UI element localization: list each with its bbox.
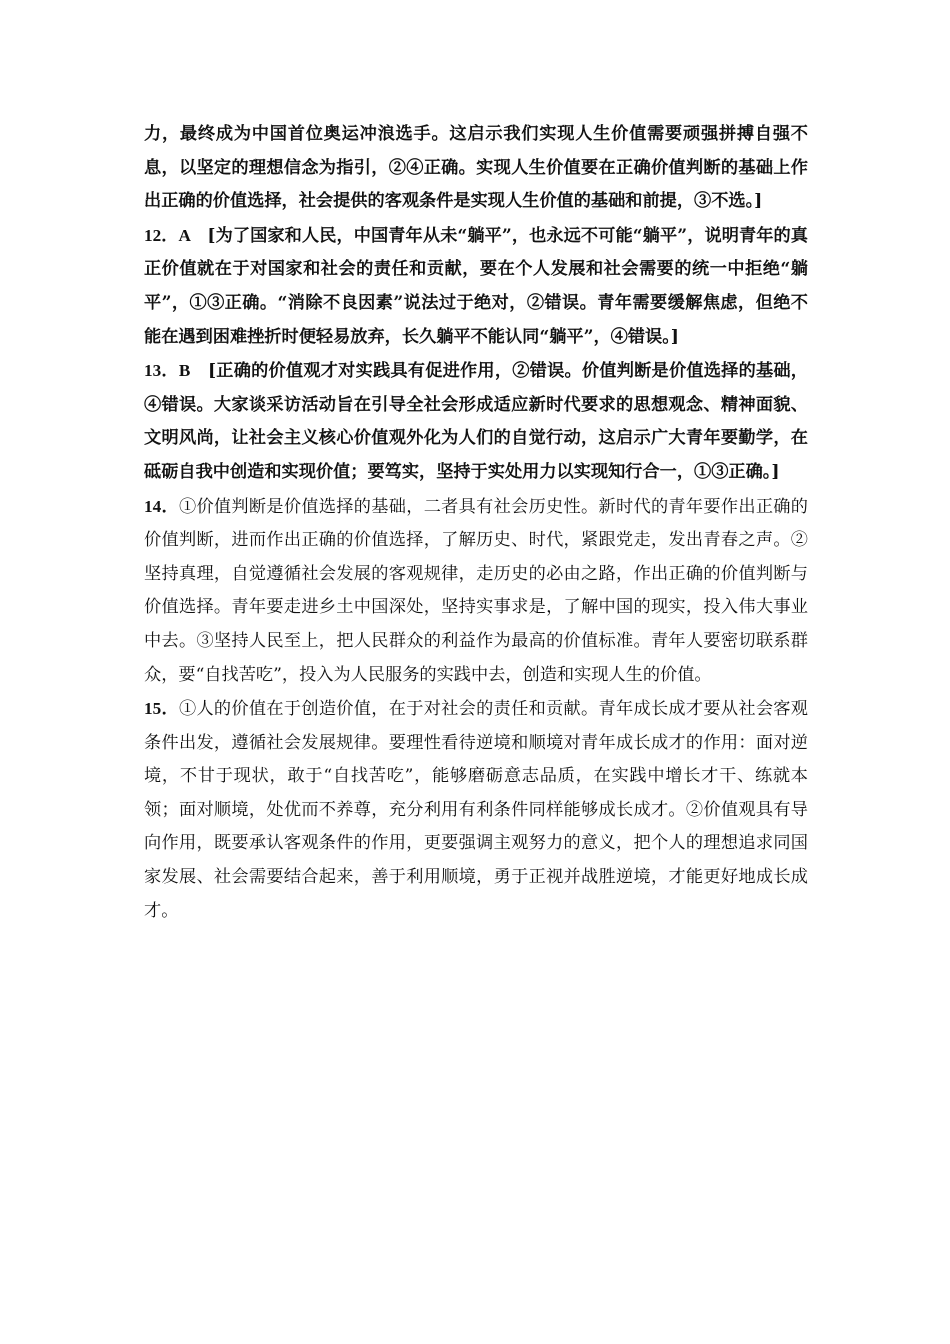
paragraph-text: [为了国家和人民，中国青年从未“躺平”，也永远不可能“躺平”，说明青年的真正价值就在于对国家和社会的责任和贡献，要在个人发展和社会需要的统一中拒绝“躺平”，①③正确。“消除不良因素”说法过于绝对，②错误。青年需要缓解焦虑，但绝不能在遇到困难挫折时便轻易放弃，长久躺平不能认同“躺平”，④错误。] [144,225,808,347]
question-number: 15． [144,699,179,719]
answer-page [144,118,808,928]
answer-choice: A [178,225,208,245]
answer-choice: B [178,361,208,381]
paragraph-text: ①价值判断是价值选择的基础，二者具有社会历史性。新时代的青年要作出正确的价值判断，进而作出正确的价值选择，了解历史、时代，紧跟党走，发出青春之声。②坚持真理，自觉遵循社会发展的客观规律，走历史的必由之路，作出正确的价值判断与价值选择。青年要走进乡土中国深处，坚持实事求是，了解中国的现实，投入伟大事业中去。③坚持人民至上，把人民群众的利益作为最高的价值标准。青年人要密切联系群众，要“自找苦吃”，投入为人民服务的实践中去，创造和实现人生的价值。 [144,496,808,685]
question-number: 12． [144,225,179,245]
answer-paragraph-15 [144,692,808,928]
question-number: 14． [144,496,179,516]
answer-paragraph-14 [144,490,808,693]
paragraph-text: ①人的价值在于创造价值，在于对社会的责任和贡献。青年成长成才要从社会客观条件出发，遵循社会发展规律。要理性看待逆境和顺境对青年成长成才的作用：面对逆境，不甘于现状，敢于“自找苦吃”，能够磨砺意志品质，在实践中增长才干、练就本领；面对顺境，处优而不养尊，充分利用有利条件同样能够成长成才。②价值观具有导向作用，既要承认客观条件的作用，更要强调主观努力的意义，把个人的理想追求同国家发展、社会需要结合起来，善于利用顺境，勇于正视并战胜逆境，才能更好地成长成才。 [144,699,808,921]
answer-paragraph-13 [144,354,808,489]
answer-paragraph-12 [144,219,808,354]
paragraph-text: [正确的价值观才对实践具有促进作用，②错误。价值判断是价值选择的基础，④错误。大家谈采访活动旨在引导全社会形成适应新时代要求的思想观念、精神面貌、文明风尚，让社会主义核心价值观外化为人们的自觉行动，这启示广大青年要勤学，在砥砺自我中创造和实现价值；要笃实，坚持于实处用力以实现知行合一，①③正确。] [144,361,808,482]
paragraph-text: 力，最终成为中国首位奥运冲浪选手。这启示我们实现人生价值需要顽强拼搏自强不息，以坚定的理想信念为指引，②④正确。实现人生价值要在正确价值判断的基础上作出正确的价值选择，社会提供的客观条件是实现人生价值的基础和前提，③不选。] [144,124,808,212]
question-number: 13． [144,361,179,381]
answer-paragraph-11-cont [144,118,808,219]
